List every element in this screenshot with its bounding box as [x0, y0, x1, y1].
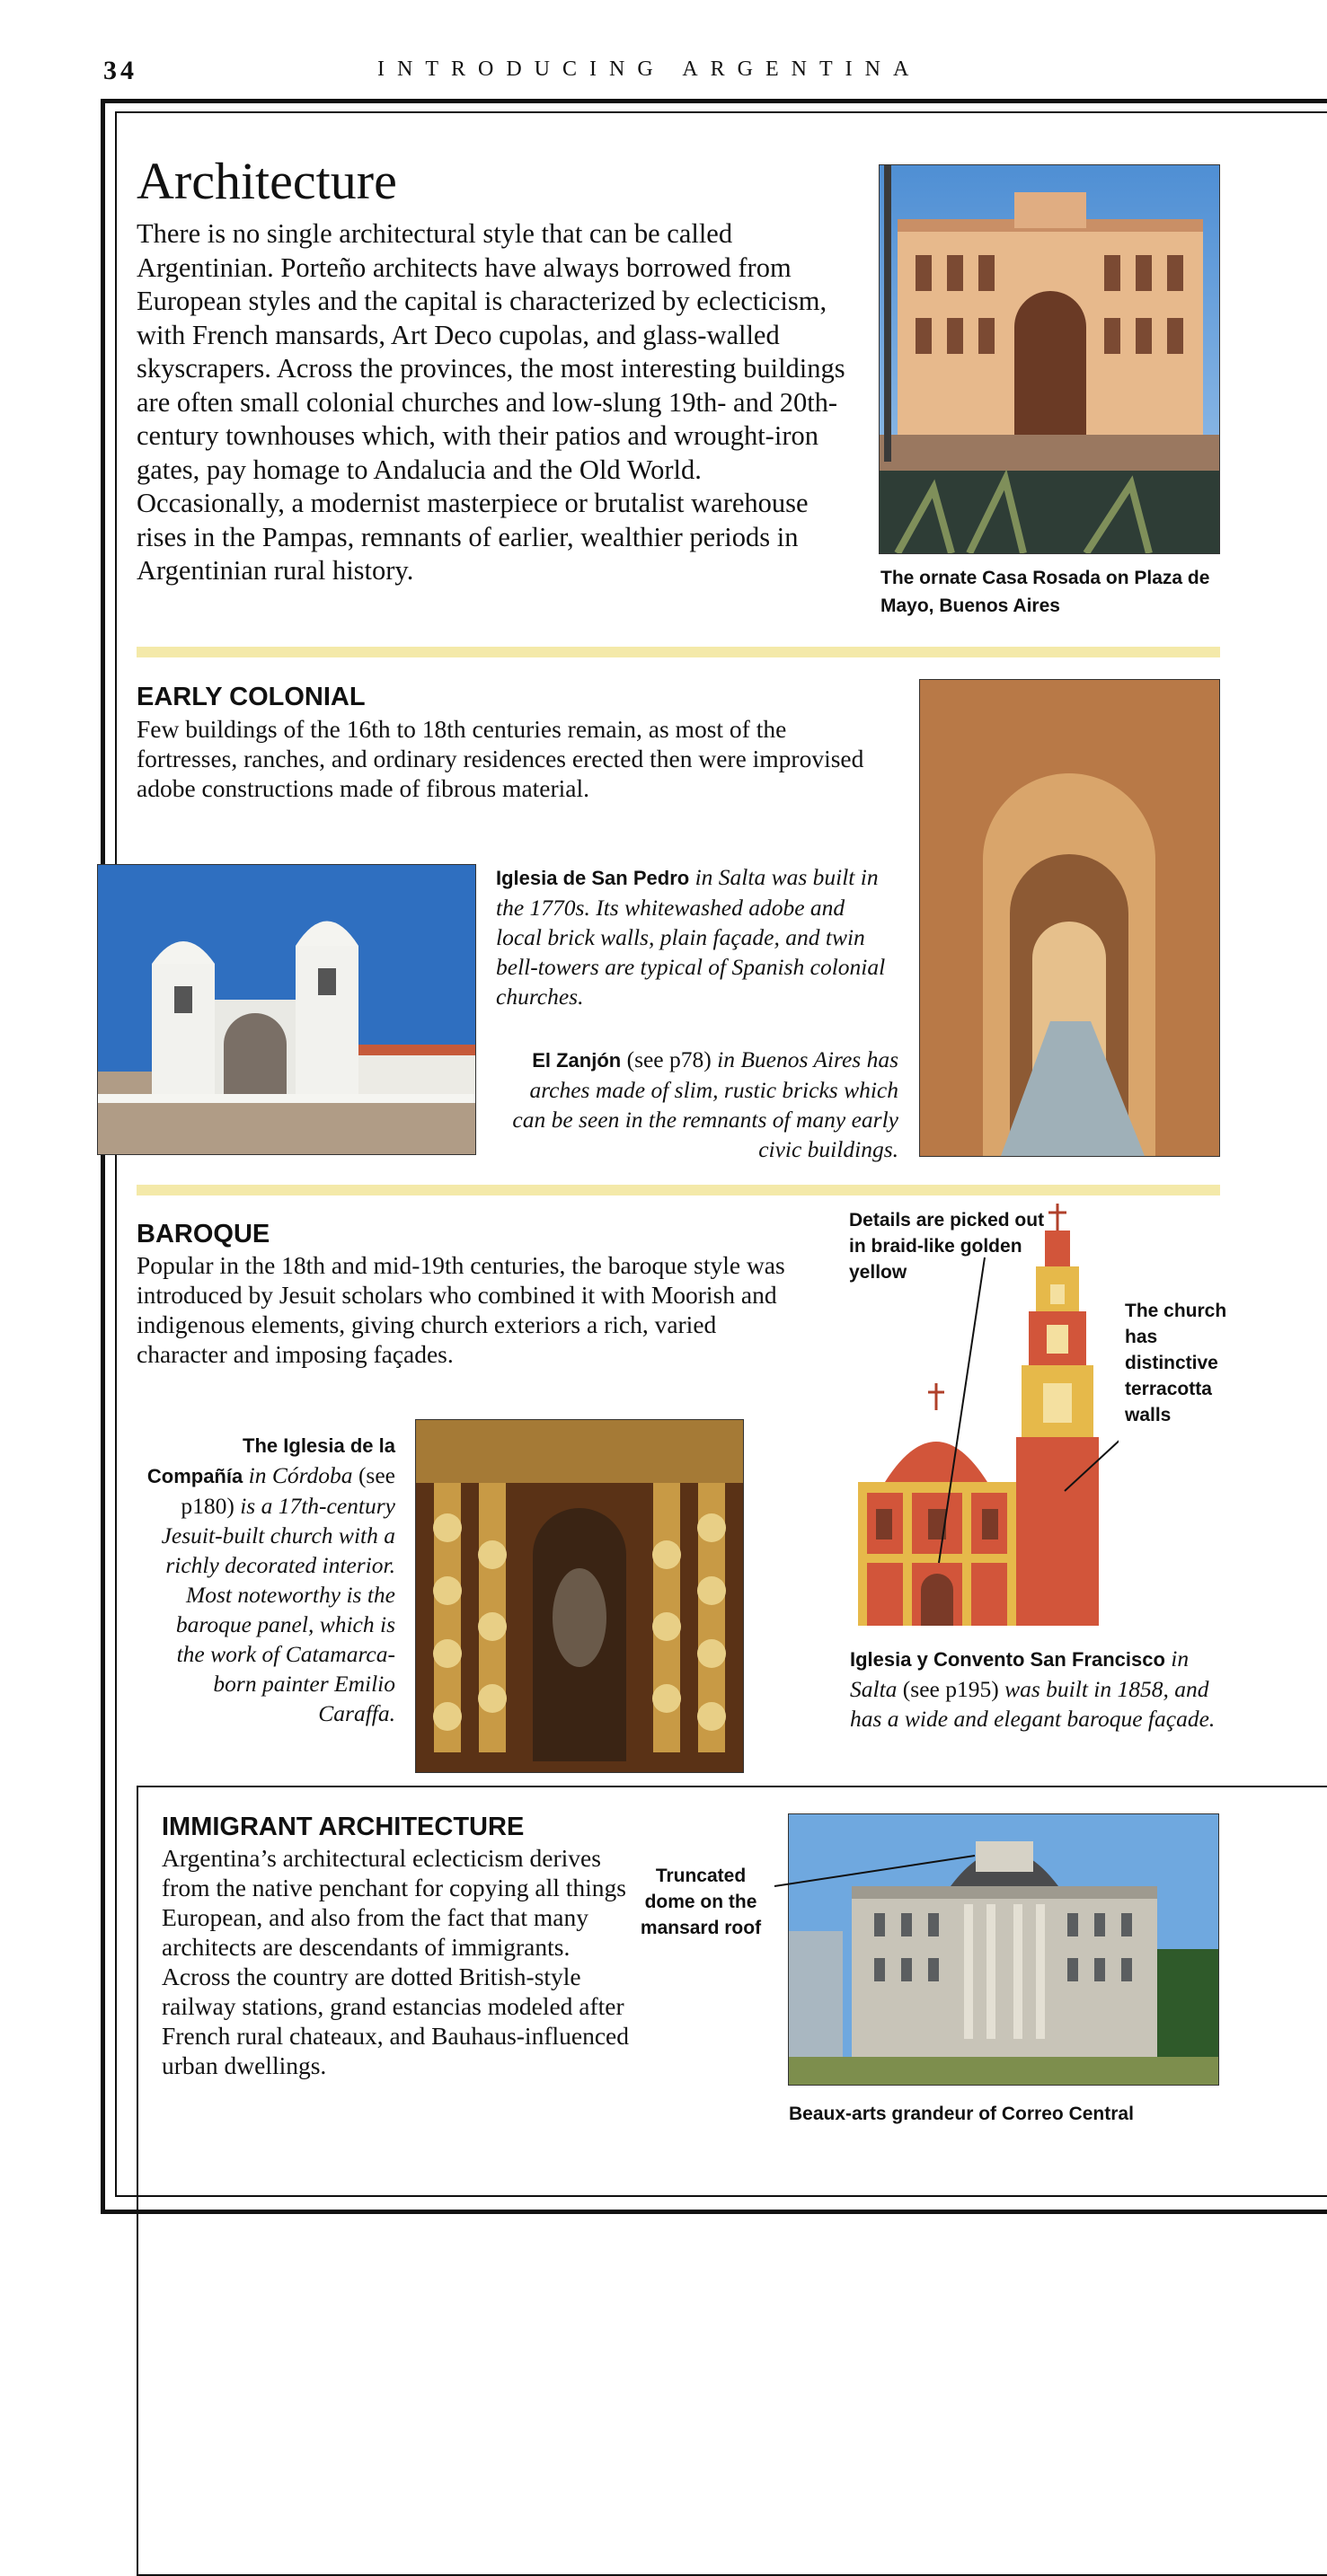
intro-paragraph: There is no single architectural style that can be called Argentinian. Porteño architects have always borrowed from European styles and the capital is characterized by eclecticism, with French mansards, Art Deco cupolas, and glass-walled skyscrapers. Across the provinces, the most interesting buildings are often small colonial churches and low-slung 19th- and 20th-century townhouses which, with their patios and wrought-iron gates, pay homage to Andalucia and the Old World. Occasionally, a modernist masterpiece or brutalist warehouse rises in the Pampas, remnants of earlier, wealthier periods in Argentinian rural history. [137, 218, 845, 586]
san-pedro-caption: Iglesia de San Pedro in Salta was built in the 1770s. Its whitewashed adobe and local brick walls, plain façade, and twin bell-towers are typical of Spanish colonial churches. [496, 864, 886, 1010]
early-colonial-heading: EARLY COLONIAL [137, 683, 366, 711]
label-truncated-dome: Truncated dome on the mansard roof [640, 1866, 762, 1938]
page-title: Architecture [137, 152, 397, 210]
label-golden-details: Details are picked out in braid-like golden yellow [849, 1210, 1045, 1283]
immigrant-heading: IMMIGRANT ARCHITECTURE [162, 1813, 525, 1841]
compania-caption: The Iglesia de la Compañía in Córdoba (see p180) is a 17th-century Jesuit-built church with a richly decorated interior. Most noteworthy is the baroque panel, which is the work of Catamarca-born painter Emilio Caraffa. [146, 1434, 395, 1726]
baroque-heading: BAROQUE [137, 1220, 270, 1248]
casa-rosada-caption: The ornate Casa Rosada on Plaza de Mayo, Buenos Aires [880, 568, 1210, 616]
casa-rosada-photo [879, 164, 1220, 554]
el-zanjon-caption: El Zanjón (see p78) in Buenos Aires has arches made of slim, rustic bricks which can be seen in the remnants of many early civic buildings. [512, 1046, 898, 1162]
label-terracotta-walls: The church has distinctive terracotta walls [1125, 1301, 1227, 1425]
running-head: INTRODUCING ARGENTINA [377, 57, 922, 81]
page-number: 34 [103, 56, 137, 85]
compania-interior-photo [415, 1419, 744, 1773]
dome-pointer-line [764, 1850, 979, 1904]
el-zanjon-photo [919, 679, 1220, 1157]
correo-central-caption: Beaux-arts grandeur of Correo Central [789, 2104, 1134, 2124]
immigrant-text: Argentina’s architectural eclecticism derives from the native penchant for copying all things European, and also from the fact that many architects are descendants of immigrants. Across the country are dotted British-style railway stations, grand estancias modeled after French rural chateaux, and Bauhaus-influenced urban dwellings. [162, 1844, 629, 2079]
section-divider [137, 647, 1220, 657]
baroque-text: Popular in the 18th and mid-19th centuries, the baroque style was introduced by Jesuit scholars who combined it with Moorish and indigenous elements, giving church exteriors a rich, varied character and imposing façades. [137, 1251, 785, 1368]
early-colonial-text: Few buildings of the 16th to 18th centuries remain, as most of the fortresses, ranches, and ordinary residences erected then were improvised adobe constructions made of fibrous material. [137, 715, 864, 802]
san-francisco-caption: Iglesia y Convento San Francisco in Salta (see p195) was built in 1858, and has a wide and elegant baroque façade. [850, 1645, 1216, 1732]
san-pedro-photo [97, 864, 476, 1155]
